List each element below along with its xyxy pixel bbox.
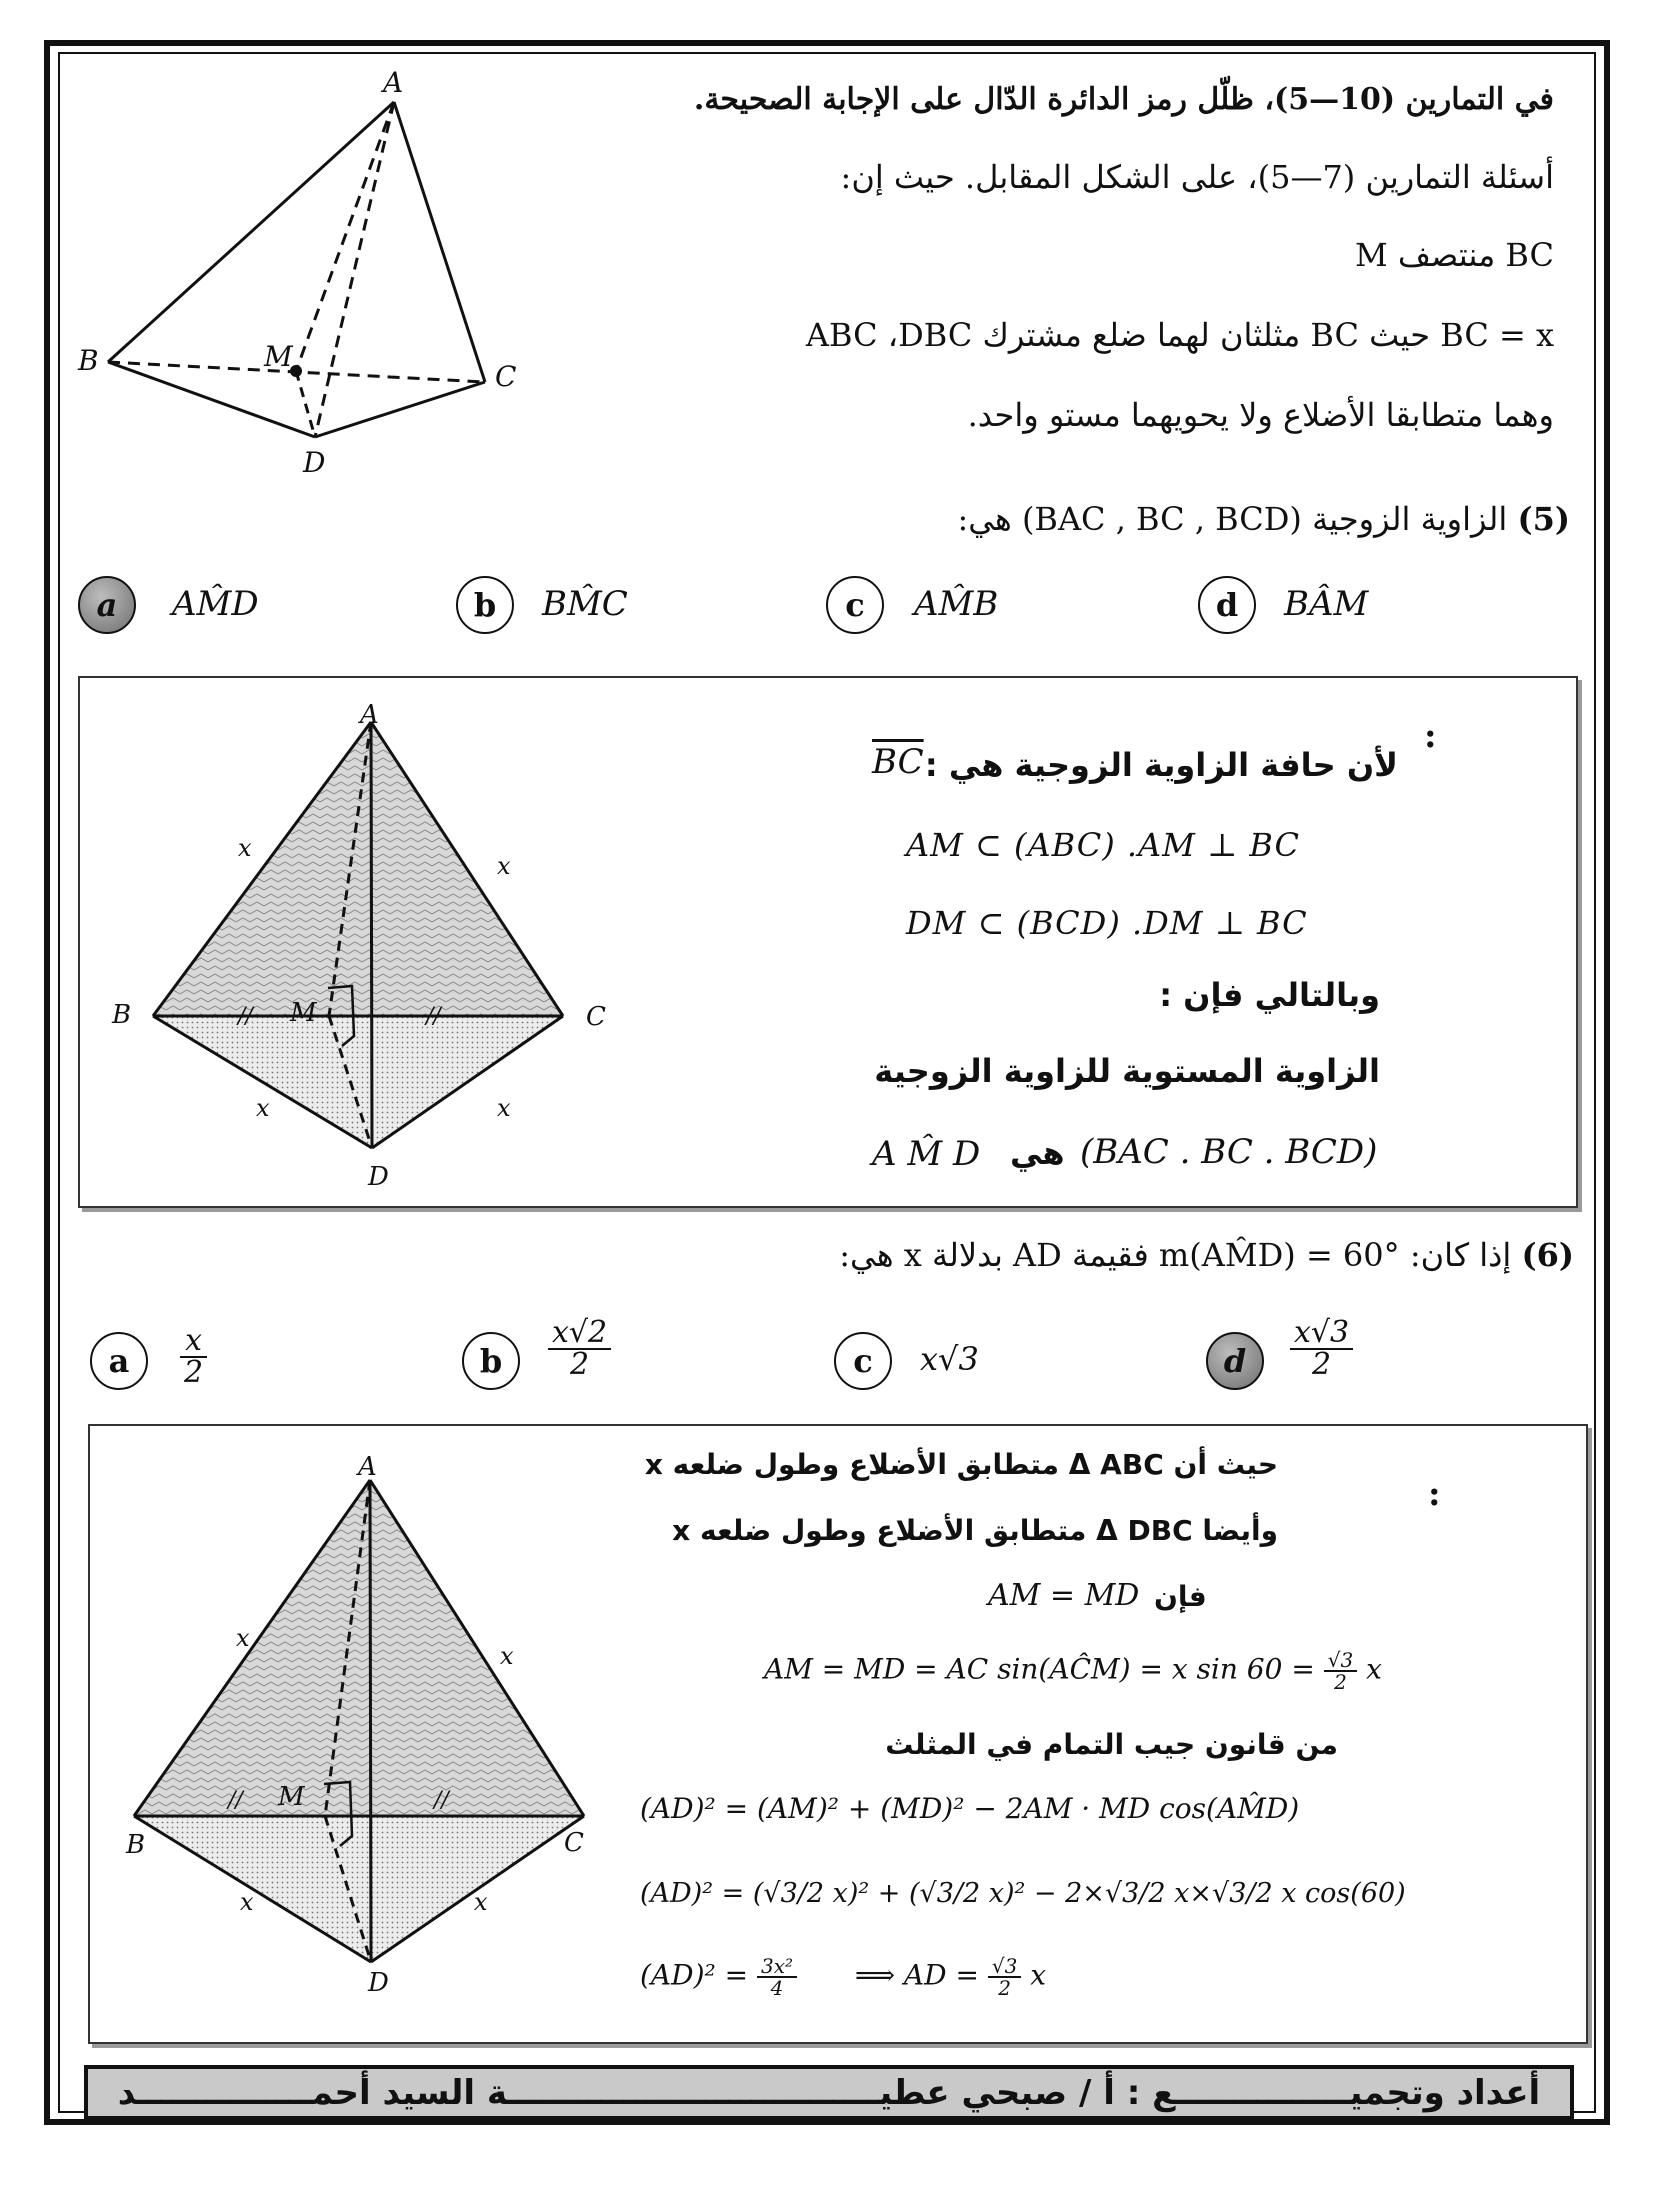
- q5-option-b-circle[interactable]: b: [456, 576, 514, 634]
- s6-line8-frac2-num: √3: [988, 1956, 1021, 1978]
- q6-a-num: x: [180, 1326, 207, 1358]
- s6-colon: :: [1428, 1474, 1441, 1514]
- s5-line1-math: $\overline{BC}$: [872, 742, 924, 782]
- q6-question: [839, 1236, 1574, 1274]
- s6-label-d: D: [368, 1968, 389, 1998]
- footer-bar: [84, 2065, 1574, 2120]
- q6-a-den: 2: [184, 1355, 204, 1390]
- s5-label-a: A: [360, 700, 379, 730]
- s6-label-c: C: [564, 1828, 584, 1858]
- label-d: D: [303, 446, 326, 479]
- footer-credit: أعداد وتجميـــــــــــــــع : أ / صبحي عطيــــــــــــــــــــــــــــــــة السيد أحمـــــــــــــــد: [117, 2072, 1541, 2113]
- q6-option-c-value: x√3: [920, 1340, 979, 1378]
- s5-label-m: M: [290, 998, 317, 1028]
- label-a: A: [383, 66, 404, 99]
- q6-option-b-circle[interactable]: b: [462, 1332, 520, 1390]
- s6-line8: [640, 1956, 1046, 1998]
- edge-ab: [108, 102, 394, 362]
- instruction-text: في التمارين (10—5)، ظلّل رمز الدائرة الدّال على الإجابة الصحيحة.: [693, 82, 1554, 117]
- given-triangles: ABC ،DBC مثلثان لهما ضلع مشترك BC حيث BC = x: [805, 316, 1554, 354]
- given-intro: أسئلة التمارين (7—5)، على الشكل المقابل. حيث إن:: [840, 158, 1554, 196]
- s5-label-x-ab: x: [238, 834, 252, 862]
- s6-tick-mc: //: [434, 1788, 449, 1813]
- s5-label-b: B: [112, 1000, 132, 1030]
- q6-b-den: 2: [570, 1347, 590, 1382]
- label-c: C: [495, 360, 517, 393]
- q6-option-d-value: [1290, 1315, 1353, 1382]
- q5-text: الزاوية الزوجية (BAC , BC , BCD) هي:: [957, 500, 1508, 538]
- s5-line5: الزاوية المستوية للزاوية الزوجية: [874, 1052, 1380, 1090]
- q6-option-a-circle[interactable]: a: [90, 1332, 148, 1390]
- q5-option-c-circle[interactable]: c: [826, 576, 884, 634]
- s6-line8-frac-num: 3x²: [757, 1956, 797, 1978]
- s5-line2: AM ⊂ (ABC) .AM ⊥ BC: [906, 826, 1300, 864]
- s6-line4-tail: x: [1366, 1652, 1382, 1686]
- given-m-midpoint: M منتصف BC: [1354, 236, 1554, 274]
- s5-line6-paren: (BAC . BC . BCD): [1080, 1132, 1378, 1172]
- s6-label-x-ac: x: [500, 1642, 514, 1670]
- q5-option-c-text: AM̂B: [914, 584, 999, 624]
- q5-number: (5): [1517, 500, 1570, 538]
- q6-option-b-value: [548, 1315, 611, 1382]
- q6-number: (6): [1521, 1236, 1574, 1274]
- s6-line8-tail: x: [1030, 1958, 1047, 1992]
- edge-cd: [315, 382, 485, 437]
- edge-bd: [108, 362, 315, 437]
- s6-line2: وأيضا Δ DBC متطابق الأضلاع وطول ضلعه x: [672, 1514, 1278, 1547]
- q6-d-num: x√3: [1290, 1318, 1353, 1350]
- q6-option-d-circle[interactable]: d: [1206, 1332, 1264, 1390]
- s5-label-c: C: [586, 1002, 606, 1032]
- s6-line7: (AD)² = (√3/2 x)² + (√3/2 x)² − 2×√3/2 x×√3/2 x cos(60): [640, 1878, 1406, 1909]
- q6-d-den: 2: [1312, 1347, 1332, 1382]
- q6-option-a-value: [180, 1323, 207, 1390]
- s5-line3: DM ⊂ (BCD) .DM ⊥ BC: [906, 904, 1308, 942]
- given-equilateral: وهما متطابقا الأضلاع ولا يحويهما مستو واحد.: [967, 396, 1554, 434]
- q6-b-num: x√2: [548, 1318, 611, 1350]
- q6-option-c-circle[interactable]: c: [834, 1332, 892, 1390]
- q5-option-d-circle[interactable]: d: [1198, 576, 1256, 634]
- segment-am: [296, 102, 394, 371]
- s5-line6-ar: هي: [1010, 1134, 1065, 1172]
- q5-question: [957, 500, 1570, 538]
- s6-label-x-bd: x: [240, 1888, 254, 1916]
- s6-line4-expr: AM = MD = AC sin(AĈM) = x sin 60 =: [764, 1652, 1315, 1686]
- s6-line8-lhs: (AD)² =: [640, 1958, 749, 1992]
- s6-line8-frac-den: 4: [770, 1976, 784, 2000]
- label-b: B: [78, 344, 99, 377]
- s6-tick-bm: //: [228, 1788, 243, 1813]
- q5-option-a-text: AM̂D: [172, 584, 259, 624]
- s6-label-a: A: [358, 1452, 377, 1482]
- s5-label-d: D: [368, 1162, 389, 1192]
- q5-option-a-circle[interactable]: a: [78, 576, 136, 634]
- q5-option-d-text: BÂM: [1284, 584, 1369, 624]
- s5-line4: وبالتالي فإن :: [1159, 976, 1380, 1014]
- edge-ac: [394, 102, 485, 382]
- label-m: M: [264, 340, 293, 373]
- s5-label-x-ac: x: [497, 852, 511, 880]
- s6-label-b: B: [126, 1830, 146, 1860]
- s5-line1-ar: لأن حافة الزاوية الزوجية هي :: [924, 746, 1398, 784]
- q5-option-b-text: BM̂C: [542, 584, 628, 624]
- s6-label-x-ab: x: [236, 1624, 250, 1652]
- s6-line8-implies: ⟹ AD =: [854, 1958, 979, 1992]
- s5-label-x-bd: x: [256, 1094, 270, 1122]
- s5-tick-mc: //: [426, 1004, 441, 1029]
- s6-line4-frac-num: √3: [1324, 1650, 1357, 1672]
- s5-label-x-cd: x: [497, 1094, 511, 1122]
- s6-line5: من قانون جيب التمام في المثلث: [885, 1728, 1338, 1761]
- solution6-figure: [110, 1440, 630, 2000]
- s5-colon: :: [1424, 716, 1437, 756]
- s6-line3-math: AM = MD: [988, 1578, 1140, 1613]
- s6-label-m: M: [278, 1782, 305, 1812]
- s5-tick-bm: //: [238, 1004, 253, 1029]
- s6-line4: [764, 1650, 1382, 1692]
- q6-text: إذا كان: m(AM̂D) = 60° فقيمة AD بدلالة x هي:: [839, 1236, 1512, 1274]
- solution5-figure: [110, 700, 640, 1200]
- s6-line4-frac-den: 2: [1334, 1670, 1347, 1694]
- segment-md: [296, 371, 315, 437]
- s5-line6-math: A M̂ D: [872, 1134, 981, 1174]
- s6-line6: (AD)² = (AM)² + (MD)² − 2AM · MD cos(AM̂D): [640, 1792, 1300, 1825]
- s6-line8-frac2-den: 2: [998, 1976, 1011, 2000]
- s6-line1: حيث أن Δ ABC متطابق الأضلاع وطول ضلعه x: [644, 1448, 1278, 1481]
- edge-ad-hidden: [315, 102, 394, 437]
- s6-label-x-cd: x: [474, 1888, 488, 1916]
- s6-line3-ar: فإن: [1154, 1580, 1207, 1613]
- tetrahedron-figure: [80, 70, 560, 480]
